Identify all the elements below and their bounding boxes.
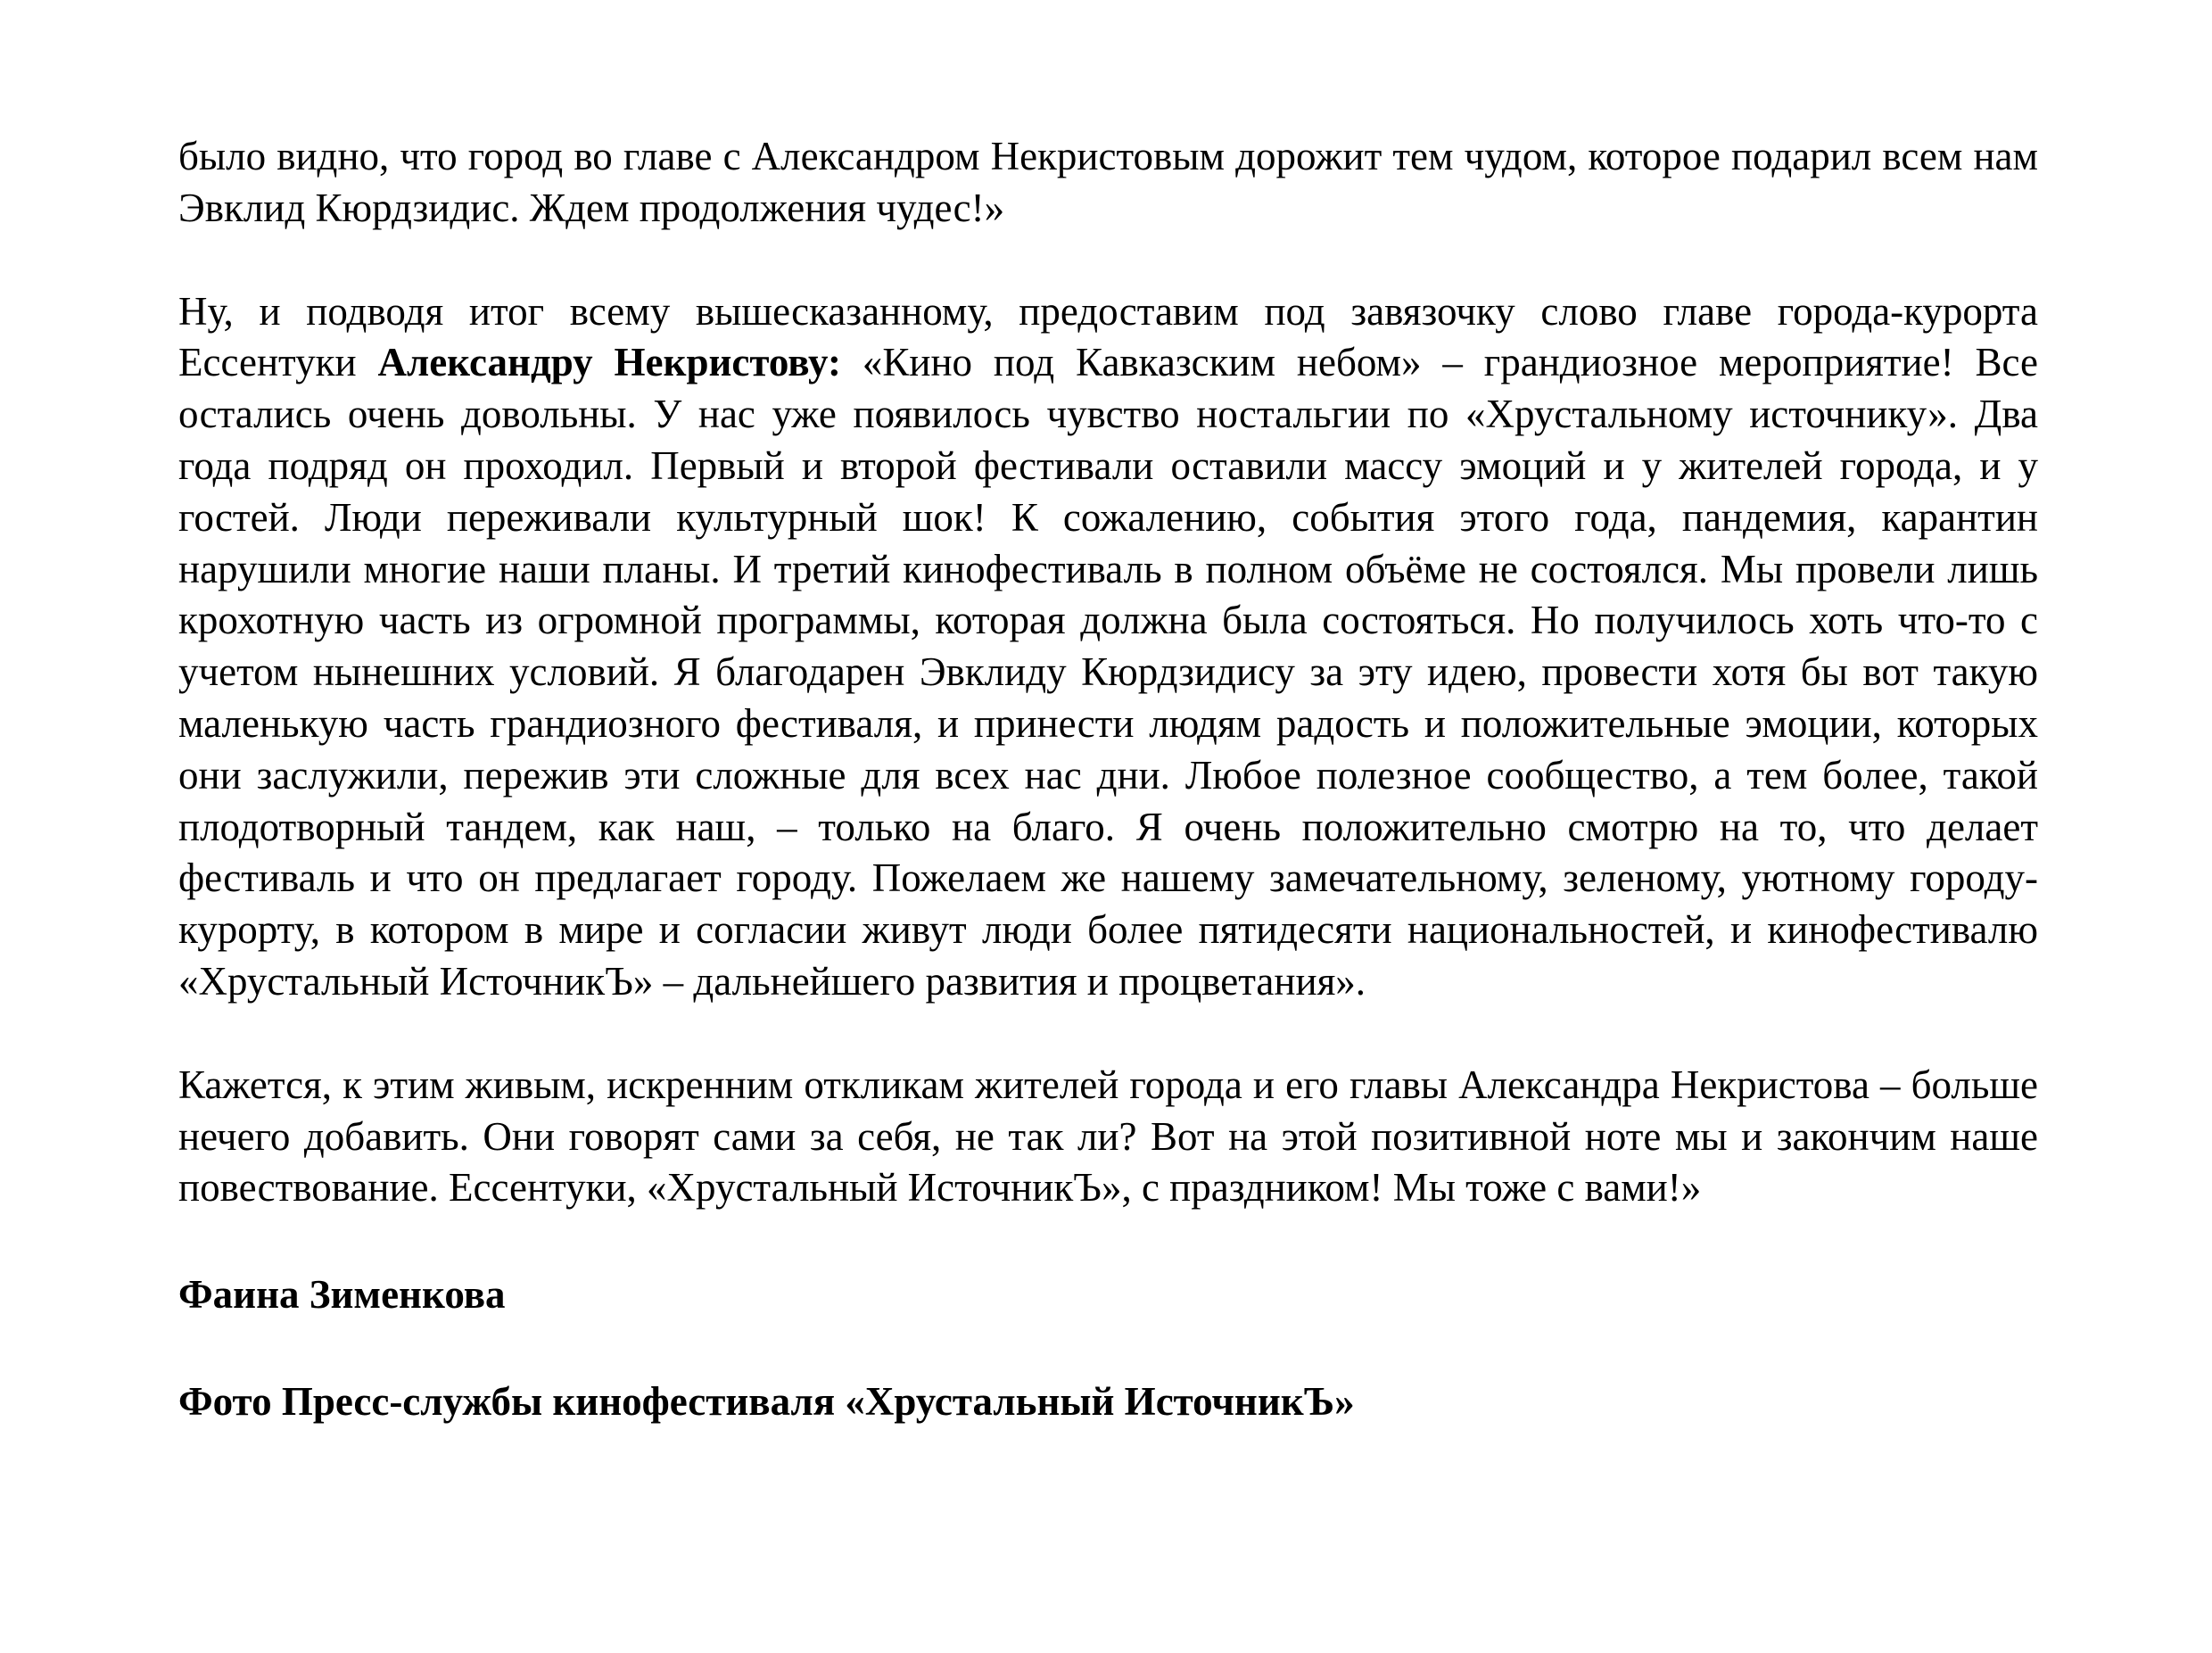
paragraph-conclusion: Кажется, к этим живым, искренним откликам жителей города и его главы Александра Некристова – больше нечего добавить. Они говорят сами за себя, не так ли? Вот на этой позитивной ноте мы и закончим наше повествование. Ессентуки, «Хрустальный ИсточникЪ», с праздником! Мы тоже с вами!» <box>178 1062 2038 1211</box>
mayor-quote-text: «Кино под Кавказским небом» – грандиозное мероприятие! Все остались очень довольны. У нас уже появилось чувство ностальгии по «Хрустальному источнику». Два года подряд он проходил. Первый и второй фестивали оставили массу эмоций и у жителей города, и у гостей. Люди переживали культурный шок! К сожалению, события этого года, пандемия, карантин нарушили многие наши планы. И третий кинофестиваль в полном объёме не состоялся. Мы провели лишь крохотную часть из огромной программы, которая должна была состояться. Но получилось хоть что-то с учетом нынешних условий. Я благодарен Эвклиду Кюрдзидису за эту идею, провести хотя бы вот такую маленькую часть грандиозного фестиваля, и принести людям радость и положительные эмоции, которых они заслужили, пережив эти сложные для всех нас дни. Любое полезное сообщество, а тем более, такой плодотворный тандем, как наш, – только на благо. Я очень положительно смотрю на то, что делает фестиваль и что он предлагает городу. Пожелаем же нашему замечательному, зеленому, уютному городу-курорту, в котором в мире и согласии живут люди более пятидесяти национальностей, и кинофестивалю «Хрустальный ИсточникЪ» – дальнейшего развития и процветания». <box>178 340 2038 1004</box>
paragraph-mayor-quote <box>178 286 2038 1008</box>
paragraph-intro-text: Ну, и подводя итог всему вышесказанному, предоставим под завязочку слово главе города-курорта Ессентуки <box>178 288 2038 385</box>
paragraph-continuation: было видно, что город во главе с Александром Некристовым дорожит тем чудом, которое подарил всем нам Эвклид Кюрдзидис. Ждем продолжения чудес!» <box>178 134 2038 230</box>
speaker-name: Александру Некристову: <box>377 340 841 385</box>
photo-credit: Фото Пресс-службы кинофестиваля «Хрустальный ИсточникЪ» <box>178 1378 1355 1424</box>
author-name: Фаина Зименкова <box>178 1272 506 1318</box>
document-page <box>178 131 2038 1428</box>
